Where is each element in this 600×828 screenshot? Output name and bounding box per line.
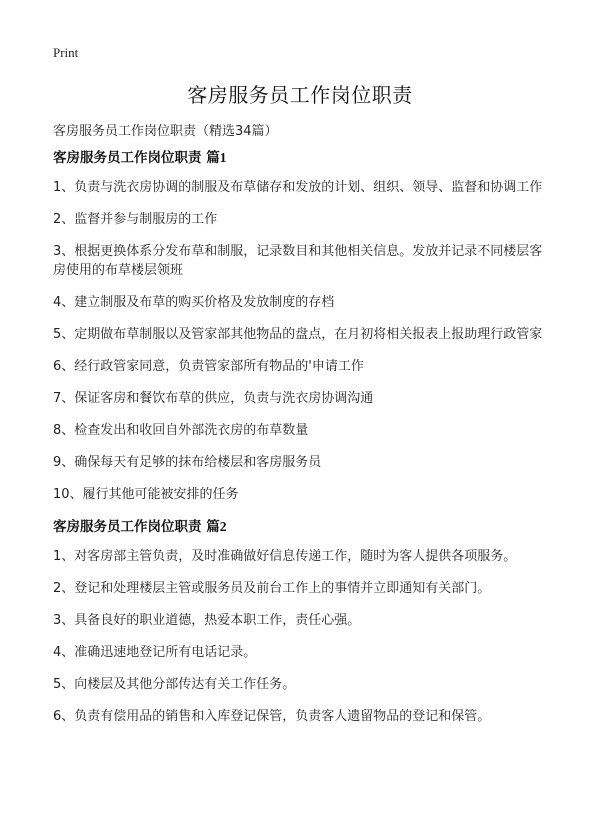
list-item: 4、建立制服及布草的购买价格及发放制度的存档 <box>53 295 335 310</box>
section-heading-text: 客房服务员工作岗位职责 篇 <box>53 519 220 535</box>
section-heading-text: 客房服务员工作岗位职责 篇 <box>53 150 220 166</box>
list-item: 5、定期做布草制服以及管家部其他物品的盘点，在月初将相关报表上报助理行政管家 <box>53 327 543 342</box>
list-item: 4、准确迅速地登记所有电话记录。 <box>53 645 257 660</box>
section-heading <box>53 148 553 168</box>
list-item: 3、具备良好的职业道德，热爱本职工作，责任心强。 <box>53 613 361 628</box>
list-item: 7、保证客房和餐饮布草的供应，负责与洗衣房协调沟通 <box>53 391 374 406</box>
list-item: 6、负责有偿用品的销售和入库登记保管，负责客人遗留物品的登记和保管。 <box>53 709 491 724</box>
section-heading <box>53 517 553 537</box>
list-item: 8、检查发出和收回自外部洗衣房的布草数量 <box>53 423 309 438</box>
document-body <box>53 148 553 739</box>
list-item: 5、向楼层及其他分部传达有关工作任务。 <box>53 677 296 692</box>
list-item: 1、对客房部主管负责，及时准确做好信息传递工作，随时为客人提供各项服务。 <box>53 549 517 564</box>
list-item: 10、履行其他可能被安排的任务 <box>53 487 239 502</box>
list-item: 2、登记和处理楼层主管或服务员及前台工作上的事情并立即通知有关部门。 <box>53 581 491 596</box>
list-item: 1、负责与洗衣房协调的制服及布草储存和发放的计划、组织、领导、监督和协调工作 <box>53 180 543 195</box>
list-item: 9、确保每天有足够的抹布给楼层和客房服务员 <box>53 455 322 470</box>
list-item: 2、监督并参与制服房的工作 <box>53 212 218 227</box>
section-heading-number: 2 <box>219 519 227 534</box>
document-subtitle: 客房服务员工作岗位职责（精选34篇） <box>53 124 278 139</box>
list-item: 3、根据更换体系分发布草和制服，记录数目和其他相关信息。发放并记录不同楼层客房使用的布草楼层领班 <box>53 244 543 278</box>
section-heading-number: 1 <box>219 150 227 165</box>
list-item: 6、经行政管家同意，负责管家部所有物品的'申请工作 <box>53 359 364 374</box>
print-label: Print <box>53 45 79 60</box>
document-title: 客房服务员工作岗位职责 <box>187 83 413 107</box>
